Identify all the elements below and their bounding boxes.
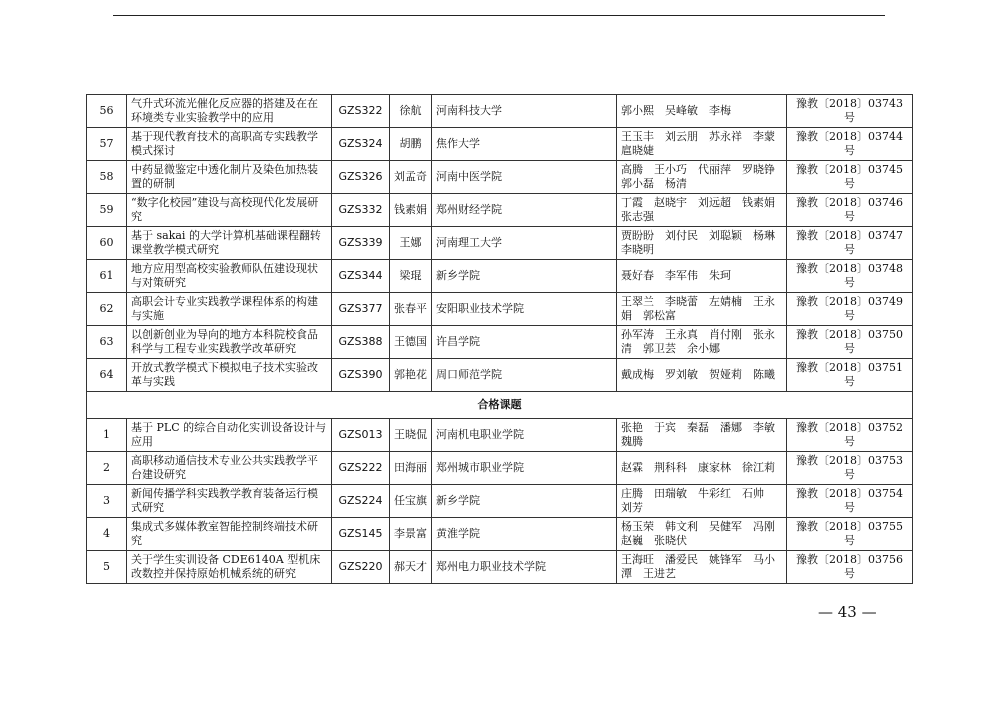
project-code-cell: GZS326	[332, 161, 390, 194]
document-number-cell: 豫教〔2018〕03747 号	[787, 227, 913, 260]
project-leader-cell: 郭艳花	[390, 359, 432, 392]
document-number-cell: 豫教〔2018〕03754 号	[787, 485, 913, 518]
document-number-cell: 豫教〔2018〕03756 号	[787, 551, 913, 584]
institution-cell: 河南中医学院	[432, 161, 617, 194]
document-number-cell: 豫教〔2018〕03749 号	[787, 293, 913, 326]
project-leader-cell: 李景富	[390, 518, 432, 551]
institution-cell: 新乡学院	[432, 485, 617, 518]
team-members-cell: 高腾 王小巧 代丽萍 罗晓铮 郭小磊 杨清	[617, 161, 787, 194]
table-row	[87, 359, 913, 392]
table-section-heading	[87, 392, 913, 419]
project-code-cell: GZS344	[332, 260, 390, 293]
page-number: — 43 —	[818, 603, 877, 621]
project-leader-cell: 徐航	[390, 95, 432, 128]
team-members-cell: 郭小熙 吴峰敏 李梅	[617, 95, 787, 128]
table-row	[87, 260, 913, 293]
project-leader-cell: 王娜	[390, 227, 432, 260]
row-number-cell: 64	[87, 359, 127, 392]
row-number-cell: 58	[87, 161, 127, 194]
table-row	[87, 293, 913, 326]
project-leader-cell: 王晓侃	[390, 419, 432, 452]
document-number-cell: 豫教〔2018〕03745 号	[787, 161, 913, 194]
institution-cell: 焦作大学	[432, 128, 617, 161]
project-leader-cell: 胡鹏	[390, 128, 432, 161]
project-title-cell: 气升式环流光催化反应器的搭建及在在环境类专业实验教学中的应用	[127, 95, 332, 128]
row-number-cell: 59	[87, 194, 127, 227]
row-number-cell: 3	[87, 485, 127, 518]
row-number-cell: 56	[87, 95, 127, 128]
team-members-cell: 王海旺 潘爱民 姚锋军 马小潭 王进艺	[617, 551, 787, 584]
table-row	[87, 194, 913, 227]
section-label: 合格课题	[87, 392, 913, 419]
table-row	[87, 128, 913, 161]
institution-cell: 安阳职业技术学院	[432, 293, 617, 326]
project-code-cell: GZS332	[332, 194, 390, 227]
table-row	[87, 227, 913, 260]
project-leader-cell: 田海丽	[390, 452, 432, 485]
project-code-cell: GZS224	[332, 485, 390, 518]
document-number-cell: 豫教〔2018〕03753 号	[787, 452, 913, 485]
project-code-cell: GZS339	[332, 227, 390, 260]
project-code-cell: GZS388	[332, 326, 390, 359]
project-code-cell: GZS377	[332, 293, 390, 326]
header-rule	[113, 15, 885, 16]
row-number-cell: 57	[87, 128, 127, 161]
row-number-cell: 4	[87, 518, 127, 551]
project-code-cell: GZS013	[332, 419, 390, 452]
project-title-cell: 基于 PLC 的综合自动化实训设备设计与应用	[127, 419, 332, 452]
project-code-cell: GZS324	[332, 128, 390, 161]
project-code-cell: GZS222	[332, 452, 390, 485]
document-number-cell: 豫教〔2018〕03744 号	[787, 128, 913, 161]
institution-cell: 许昌学院	[432, 326, 617, 359]
institution-cell: 河南理工大学	[432, 227, 617, 260]
institution-cell: 黄淮学院	[432, 518, 617, 551]
table-section-top	[87, 95, 913, 392]
project-title-cell: 基于现代教育技术的高职高专实践教学模式探讨	[127, 128, 332, 161]
project-code-cell: GZS390	[332, 359, 390, 392]
project-leader-cell: 钱素娟	[390, 194, 432, 227]
team-members-cell: 杨玉荣 韩文利 吴健军 冯刚 赵巍 张晓伏	[617, 518, 787, 551]
project-title-cell: 集成式多媒体教室智能控制终端技术研究	[127, 518, 332, 551]
project-title-cell: 基于 sakai 的大学计算机基础课程翻转课堂教学模式研究	[127, 227, 332, 260]
table-section-bottom	[87, 419, 913, 584]
team-members-cell: 庄腾 田瑞敏 牛彩红 石帅 刘芳	[617, 485, 787, 518]
project-code-cell: GZS145	[332, 518, 390, 551]
table-row	[87, 518, 913, 551]
table-row	[87, 452, 913, 485]
document-number-cell: 豫教〔2018〕03751 号	[787, 359, 913, 392]
project-title-cell: 高职移动通信技术专业公共实践教学平台建设研究	[127, 452, 332, 485]
team-members-cell: 丁霞 赵晓宇 刘远超 钱素娟 张志强	[617, 194, 787, 227]
table-row	[87, 161, 913, 194]
team-members-cell: 戴成梅 罗刘敏 贺娅莉 陈曦	[617, 359, 787, 392]
document-number-cell: 豫教〔2018〕03746 号	[787, 194, 913, 227]
institution-cell: 河南机电职业学院	[432, 419, 617, 452]
team-members-cell: 王玉丰 刘云朋 苏永祥 李蒙 扈晓婕	[617, 128, 787, 161]
row-number-cell: 62	[87, 293, 127, 326]
row-number-cell: 2	[87, 452, 127, 485]
project-title-cell: 开放式教学模式下模拟电子技术实验改革与实践	[127, 359, 332, 392]
project-title-cell: “数字化校园”建设与高校现代化发展研究	[127, 194, 332, 227]
project-leader-cell: 王德国	[390, 326, 432, 359]
project-leader-cell: 任宝旗	[390, 485, 432, 518]
project-code-cell: GZS220	[332, 551, 390, 584]
team-members-cell: 赵霖 荆科科 康家林 徐江莉	[617, 452, 787, 485]
document-number-cell: 豫教〔2018〕03743 号	[787, 95, 913, 128]
row-number-cell: 60	[87, 227, 127, 260]
table-row	[87, 95, 913, 128]
project-title-cell: 以创新创业为导向的地方本科院校食品科学与工程专业实践教学改革研究	[127, 326, 332, 359]
table-row	[87, 485, 913, 518]
project-title-cell: 关于学生实训设备 CDE6140A 型机床改数控并保持原始机械系统的研究	[127, 551, 332, 584]
table-row	[87, 551, 913, 584]
project-table	[86, 94, 913, 584]
team-members-cell: 王翠兰 李晓蕾 左婧楠 王永娟 郭松富	[617, 293, 787, 326]
project-leader-cell: 梁琨	[390, 260, 432, 293]
institution-cell: 郑州电力职业技术学院	[432, 551, 617, 584]
project-title-cell: 地方应用型高校实验教师队伍建设现状与对策研究	[127, 260, 332, 293]
table-row	[87, 326, 913, 359]
institution-cell: 新乡学院	[432, 260, 617, 293]
document-number-cell: 豫教〔2018〕03752 号	[787, 419, 913, 452]
project-title-cell: 中药显微鉴定中透化制片及染色加热装置的研制	[127, 161, 332, 194]
team-members-cell: 张艳 于宾 秦磊 潘娜 李敏 魏腾	[617, 419, 787, 452]
project-title-cell: 新闻传播学科实践教学教育装备运行模式研究	[127, 485, 332, 518]
project-title-cell: 高职会计专业实践教学课程体系的构建与实施	[127, 293, 332, 326]
document-number-cell: 豫教〔2018〕03750 号	[787, 326, 913, 359]
table-row	[87, 419, 913, 452]
institution-cell: 郑州城市职业学院	[432, 452, 617, 485]
institution-cell: 周口师范学院	[432, 359, 617, 392]
project-leader-cell: 刘孟奇	[390, 161, 432, 194]
team-members-cell: 贾盼盼 刘付民 刘聪颖 杨琳 李晓明	[617, 227, 787, 260]
row-number-cell: 1	[87, 419, 127, 452]
section-row	[87, 392, 913, 419]
team-members-cell: 聂好春 李军伟 朱珂	[617, 260, 787, 293]
row-number-cell: 5	[87, 551, 127, 584]
project-leader-cell: 郝天才	[390, 551, 432, 584]
project-leader-cell: 张春平	[390, 293, 432, 326]
institution-cell: 郑州财经学院	[432, 194, 617, 227]
institution-cell: 河南科技大学	[432, 95, 617, 128]
team-members-cell: 孙军涛 王永真 肖付刚 张永清 郭卫芸 余小娜	[617, 326, 787, 359]
row-number-cell: 61	[87, 260, 127, 293]
document-number-cell: 豫教〔2018〕03755 号	[787, 518, 913, 551]
row-number-cell: 63	[87, 326, 127, 359]
project-code-cell: GZS322	[332, 95, 390, 128]
document-number-cell: 豫教〔2018〕03748 号	[787, 260, 913, 293]
